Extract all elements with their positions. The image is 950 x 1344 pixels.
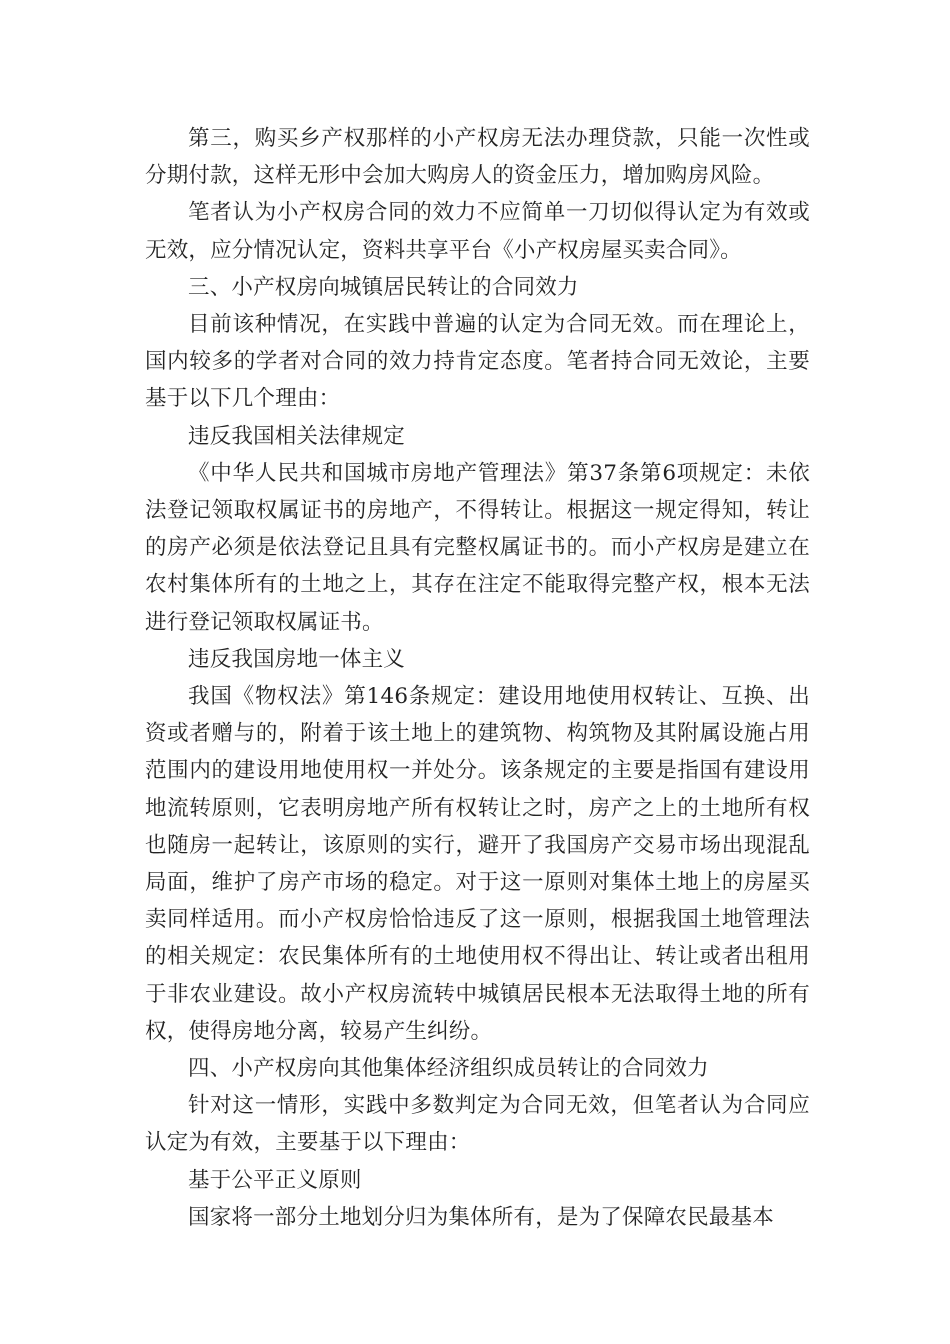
paragraph-12: 国家将一部分土地划分归为集体所有，是为了保障农民最基本 [188,1204,774,1230]
subheading-legal-provisions: 违反我国相关法律规定 [188,423,406,449]
paragraph-4: 目前该种情况，在实践中普遍的认定为合同无效。而在理论上，国内较多的学者对合同的效力持肯定态度。笔者持合同无效论，主要基于以下几个理由： [145,312,810,412]
paragraph-1: 第三，购买乡产权那样的小产权房无法办理贷款，只能一次性或分期付款，这样无形中会加大购房人的资金压力，增加购房风险。 [145,126,810,189]
document-body [145,120,810,1236]
section-heading-4: 四、小产权房向其他集体经济组织成员转让的合同效力 [188,1056,709,1082]
subheading-fairness-principle: 基于公平正义原则 [188,1167,362,1193]
section-heading-3: 三、小产权房向城镇居民转让的合同效力 [188,274,579,300]
paragraph-2: 笔者认为小产权房合同的效力不应简单一刀切似得认定为有效或无效，应分情况认定，资料共享平台《小产权房屋买卖合同》。 [145,200,810,263]
paragraph-8: 我国《物权法》第146条规定：建设用地使用权转让、互换、出资或者赠与的，附着于该土地上的建筑物、构筑物及其附属设施占用范围内的建设用地使用权一并处分。该条规定的主要是指国有建设用地流转原则，它表明房地产所有权转让之时，房产之上的土地所有权也随房一起转让，该原则的实行，避开了我国房产交易市场出现混乱局面，维护了房产市场的稳定。对于这一原则对集体土地上的房屋买卖同样适用。而小产权房恰恰违反了这一原则，根据我国土地管理法的相关规定：农民集体所有的土地使用权不得出让、转让或者出租用于非农业建设。故小产权房流转中城镇居民根本无法取得土地的所有权，使得房地分离，较易产生纠纷。 [145,684,810,1044]
paragraph-10: 针对这一情形，实践中多数判定为合同无效，但笔者认为合同应认定为有效，主要基于以下理由： [145,1093,810,1156]
subheading-house-land-unity: 违反我国房地一体主义 [188,646,406,672]
paragraph-6: 《中华人民共和国城市房地产管理法》第37条第6项规定：未依法登记领取权属证书的房地产，不得转让。根据这一规定得知，转让的房产必须是依法登记且具有完整权属证书的。而小产权房是建立在农村集体所有的土地之上，其存在注定不能取得完整产权，根本无法进行登记领取权属证书。 [145,460,810,635]
